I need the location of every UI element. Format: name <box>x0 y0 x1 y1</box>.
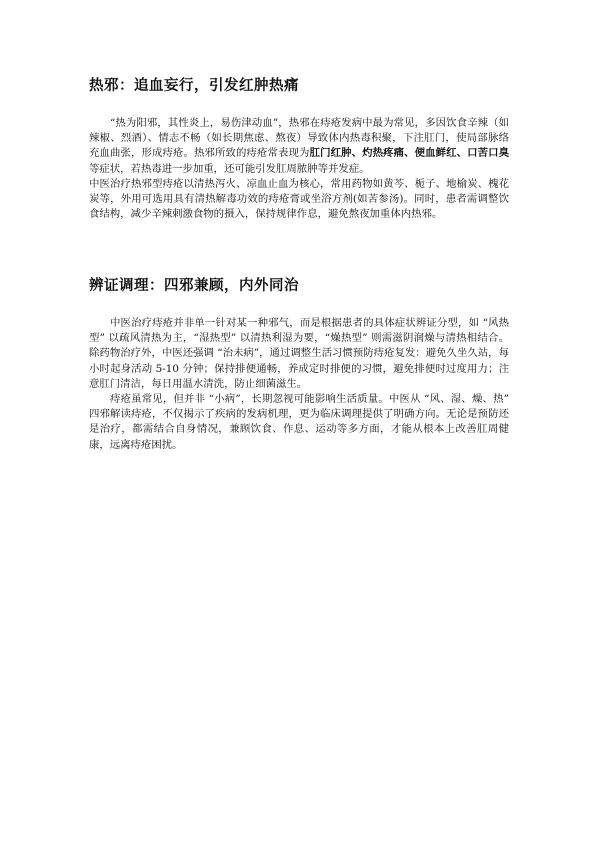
paragraph: 中医治疗痔疮并非单一针对某一种邪气，而是根据患者的具体症状辨证分型，如 “风热型” 以疏风清热为主，“湿热型” 以清热利湿为要，“燥热型” 则需滋阴润燥与清热相结合。除药物治疗外，中医还强调 “治未病”，通过调整生活习惯预防痔疮复发：避免久坐久站，每小时起身活动 5-10 分钟；保持排便通畅，养成定时排便的习惯，避免排便时过度用力；注意肛门清洁，每日用温水清洗，防止细菌滋生。 <box>89 317 509 390</box>
paragraph: 中医治疗热邪型痔疮以清热泻火、凉血止血为核心，常用药物如黄芩、栀子、地榆炭、槐花炭等，外用可选用具有清热解毒功效的痔疮膏或坐浴方剂(如苦参汤)。同时，患者需调整饮食结构，减少辛辣刺激食物的摄入，保持规律作息，避免熬夜加重体内热邪。 <box>89 177 509 221</box>
paragraph <box>89 116 509 177</box>
section-heat-evil <box>89 76 509 222</box>
bold-symptoms: 肛门红肿、灼热疼痛、便血鲜红、口苦口臭 <box>309 147 510 160</box>
section-heading: 辨证调理：四邪兼顾，内外同治 <box>89 277 299 294</box>
section-syndrome-differentiation <box>89 276 509 453</box>
paragraph: 痔疮虽常见，但并非 “小病”，长期忽视可能影响生活质量。中医从 “风、湿、燥、热” 四邪解读痔疮，不仅揭示了疾病的发病机理，更为临床调理提供了明确方向。无论是预防还是治疗，都需结合自身情况，兼顾饮食、作息、运动等多方面，才能从根本上改善肛周健康，远离痔疮困扰。 <box>89 393 509 451</box>
paragraph-text: “热为阳邪，其性炎上，易伤津动血”，热邪在痔疮发病中最为常见，多因饮食辛辣（如辣椒、烈酒）、情志不畅（如长期焦虑、熬夜）导致体内热毒积聚，下注肛门，使局部脉络充血曲张，形成痔疮。热邪所致的痔疮常表现为 <box>89 117 509 160</box>
section-heading: 热邪：追血妄行，引发红肿热痛 <box>89 77 299 94</box>
paragraph-text: 等症状，若热毒进一步加重，还可能引发肛周脓肿等并发症。 <box>89 162 370 175</box>
